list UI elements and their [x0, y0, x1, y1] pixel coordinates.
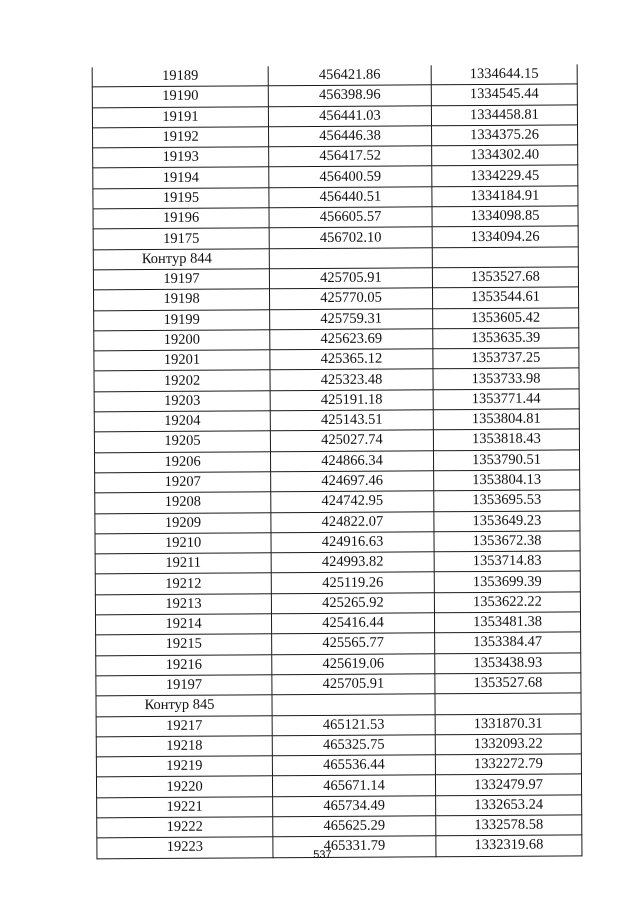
x-coordinate-cell: 465331.79 — [273, 836, 436, 857]
y-coordinate-cell: 1332319.68 — [436, 835, 582, 856]
y-coordinate-cell: 1334545.44 — [431, 84, 577, 105]
y-coordinate-cell: 1332653.24 — [436, 795, 582, 816]
x-coordinate-cell: 424916.63 — [271, 532, 434, 553]
table-row — [94, 287, 579, 310]
point-number-cell: 19198 — [94, 289, 270, 310]
x-coordinate-cell: 465536.44 — [272, 755, 435, 776]
x-coordinate-cell: 456605.57 — [269, 207, 432, 228]
y-coordinate-cell: 1332479.97 — [435, 774, 581, 795]
point-number-cell: 19220 — [96, 776, 272, 797]
table-row — [94, 368, 579, 391]
y-coordinate-cell: 1353481.38 — [434, 612, 580, 633]
point-number-cell: 19190 — [92, 86, 268, 107]
x-coordinate-cell: 465325.75 — [272, 735, 435, 756]
point-number-cell: 19216 — [96, 654, 272, 675]
point-number-cell: 19201 — [94, 350, 270, 371]
y-coordinate-cell: 1353544.61 — [432, 287, 578, 308]
point-number-cell: 19209 — [95, 512, 271, 533]
x-coordinate-cell: 456441.03 — [268, 105, 431, 126]
point-number-cell: 19205 — [94, 431, 270, 452]
point-number-cell: 19217 — [96, 715, 272, 736]
table-row — [92, 84, 577, 107]
table-row — [92, 64, 577, 87]
table-row — [94, 409, 579, 432]
page-number: 537 — [313, 848, 332, 862]
y-coordinate-cell: 1334098.85 — [432, 206, 578, 227]
table-row — [92, 105, 577, 128]
y-coordinate-cell: 1334458.81 — [431, 105, 577, 126]
table-row — [95, 551, 580, 574]
x-coordinate-cell: 425770.05 — [270, 288, 433, 309]
point-number-cell: 19196 — [93, 208, 269, 229]
x-coordinate-cell: 424822.07 — [271, 511, 434, 532]
coordinates-table — [92, 64, 583, 859]
point-number-cell: 19175 — [93, 228, 269, 249]
table-row — [93, 186, 578, 209]
table-body — [92, 64, 582, 858]
x-coordinate-cell: 425565.77 — [272, 633, 435, 654]
y-coordinate-cell: 1353790.51 — [433, 450, 579, 471]
y-coordinate-cell: 1353649.23 — [434, 510, 580, 531]
point-number-cell: 19192 — [93, 127, 269, 148]
y-coordinate-cell: 1353771.44 — [433, 389, 579, 410]
x-coordinate-cell: 424866.34 — [270, 450, 433, 471]
point-number-cell: 19200 — [94, 330, 270, 351]
table-row — [94, 429, 579, 452]
y-coordinate-cell: 1353714.83 — [434, 551, 580, 572]
x-coordinate-cell: 425119.26 — [271, 572, 434, 593]
x-coordinate-cell: 424993.82 — [271, 552, 434, 573]
point-number-cell: 19199 — [94, 309, 270, 330]
table-row — [95, 571, 580, 594]
table-row — [93, 206, 578, 229]
y-coordinate-cell: 1334094.26 — [432, 226, 578, 247]
point-number-cell: 19222 — [97, 817, 273, 838]
y-coordinate-cell: 1353695.53 — [434, 490, 580, 511]
table-row — [94, 450, 579, 473]
table-row — [96, 734, 581, 757]
x-coordinate-cell: 425623.69 — [270, 329, 433, 350]
point-number-cell: 19206 — [94, 451, 270, 472]
y-coordinate-cell: 1353737.25 — [433, 348, 579, 369]
point-number-cell: 19223 — [97, 837, 273, 858]
table-row — [94, 348, 579, 371]
x-coordinate-cell: 425759.31 — [270, 308, 433, 329]
y-coordinate-cell: 1334644.15 — [431, 64, 577, 85]
table-row — [95, 470, 580, 493]
table-row — [95, 592, 580, 615]
point-number-cell: 19202 — [94, 370, 270, 391]
table-row — [95, 490, 580, 513]
x-coordinate-cell: 424742.95 — [271, 491, 434, 512]
point-number-cell: Контур 844 — [93, 248, 269, 269]
y-coordinate-cell: 1353438.93 — [435, 653, 581, 674]
table-row — [94, 328, 579, 351]
point-number-cell: 19214 — [95, 614, 271, 635]
point-number-cell: 19215 — [96, 634, 272, 655]
y-coordinate-cell: 1353527.68 — [432, 267, 578, 288]
y-coordinate-cell: 1353384.47 — [435, 632, 581, 653]
x-coordinate-cell: 425027.74 — [270, 430, 433, 451]
y-coordinate-cell: 1353527.68 — [435, 673, 581, 694]
x-coordinate-cell: 456421.86 — [268, 65, 431, 86]
y-coordinate-cell: 1331870.31 — [435, 713, 581, 734]
y-coordinate-cell: 1332578.58 — [436, 815, 582, 836]
y-coordinate-cell: 1353818.43 — [433, 429, 579, 450]
table-row — [95, 531, 580, 554]
point-number-cell: 19189 — [92, 66, 268, 87]
point-number-cell: 19221 — [97, 796, 273, 817]
y-coordinate-cell: 1353622.22 — [434, 592, 580, 613]
y-coordinate-cell: 1334229.45 — [432, 165, 578, 186]
table-row — [93, 267, 578, 290]
x-coordinate-cell: 425416.44 — [271, 613, 434, 634]
x-coordinate-cell: 425365.12 — [270, 349, 433, 370]
point-number-cell: 19207 — [95, 472, 271, 493]
point-number-cell: 19191 — [92, 106, 268, 127]
x-coordinate-cell: 425191.18 — [270, 390, 433, 411]
table-row — [93, 145, 578, 168]
x-coordinate-cell: 425143.51 — [270, 410, 433, 431]
point-number-cell: 19218 — [96, 736, 272, 757]
y-coordinate-cell: 1353672.38 — [434, 531, 580, 552]
point-number-cell: 19212 — [95, 573, 271, 594]
y-coordinate-cell: 1334302.40 — [432, 145, 578, 166]
x-coordinate-cell — [269, 247, 432, 268]
x-coordinate-cell: 465734.49 — [273, 795, 436, 816]
point-number-cell: 19197 — [96, 675, 272, 696]
table-row — [93, 226, 578, 249]
x-coordinate-cell: 456417.52 — [269, 146, 432, 167]
x-coordinate-cell: 456400.59 — [269, 166, 432, 187]
x-coordinate-cell: 425619.06 — [272, 653, 435, 674]
point-number-cell: 19203 — [94, 391, 270, 412]
y-coordinate-cell: 1332093.22 — [435, 734, 581, 755]
table-row — [96, 632, 581, 655]
x-coordinate-cell — [272, 694, 435, 715]
point-number-cell: 19210 — [95, 533, 271, 554]
y-coordinate-cell: 1334375.26 — [432, 125, 578, 146]
y-coordinate-cell: 1353605.42 — [433, 307, 579, 328]
x-coordinate-cell: 425705.91 — [269, 268, 432, 289]
table-row — [95, 510, 580, 533]
table-row — [93, 125, 578, 148]
x-coordinate-cell: 456398.96 — [268, 85, 431, 106]
point-number-cell: Контур 845 — [96, 695, 272, 716]
point-number-cell: 19219 — [96, 756, 272, 777]
y-coordinate-cell: 1332272.79 — [435, 754, 581, 775]
table-row — [94, 389, 579, 412]
x-coordinate-cell: 424697.46 — [271, 471, 434, 492]
x-coordinate-cell: 465625.29 — [273, 816, 436, 837]
point-number-cell: 19193 — [93, 147, 269, 168]
y-coordinate-cell: 1353804.13 — [434, 470, 580, 491]
point-number-cell: 19211 — [95, 553, 271, 574]
table-row — [93, 165, 578, 188]
point-number-cell: 19204 — [94, 411, 270, 432]
table-row — [94, 307, 579, 330]
y-coordinate-cell: 1353699.39 — [434, 571, 580, 592]
table-row — [96, 754, 581, 777]
x-coordinate-cell: 456446.38 — [269, 126, 432, 147]
point-number-cell: 19208 — [95, 492, 271, 513]
y-coordinate-cell: 1353733.98 — [433, 368, 579, 389]
y-coordinate-cell: 1353635.39 — [433, 328, 579, 349]
x-coordinate-cell: 456702.10 — [269, 227, 432, 248]
x-coordinate-cell: 465671.14 — [272, 775, 435, 796]
table-row — [96, 774, 581, 797]
x-coordinate-cell: 425323.48 — [270, 369, 433, 390]
y-coordinate-cell — [435, 693, 581, 714]
point-number-cell: 19197 — [93, 269, 269, 290]
point-number-cell: 19213 — [95, 594, 271, 615]
x-coordinate-cell: 465121.53 — [272, 714, 435, 735]
table-row — [95, 612, 580, 635]
table-row — [97, 795, 582, 818]
x-coordinate-cell: 456440.51 — [269, 187, 432, 208]
table-row — [97, 815, 582, 838]
x-coordinate-cell: 425705.91 — [272, 674, 435, 695]
y-coordinate-cell: 1353804.81 — [433, 409, 579, 430]
table-row — [96, 653, 581, 676]
point-number-cell: 19195 — [93, 188, 269, 209]
y-coordinate-cell — [432, 247, 578, 268]
table-row — [96, 673, 581, 696]
y-coordinate-cell: 1334184.91 — [432, 186, 578, 207]
point-number-cell: 19194 — [93, 167, 269, 188]
table-row — [96, 713, 581, 736]
x-coordinate-cell: 425265.92 — [271, 593, 434, 614]
